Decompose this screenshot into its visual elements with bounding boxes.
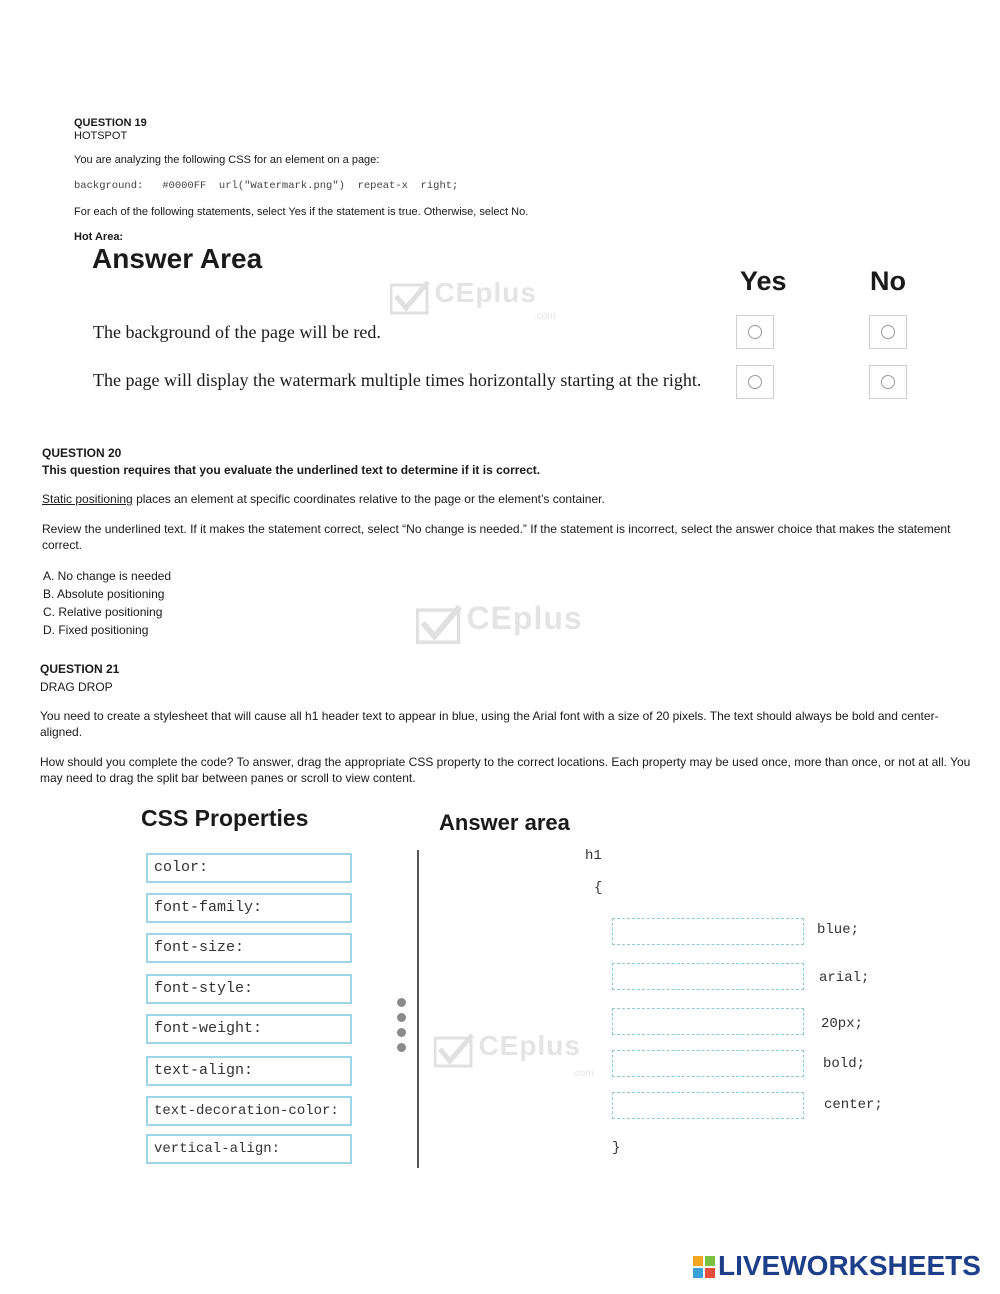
option-b[interactable]: B. Absolute positioning	[43, 587, 165, 601]
q21-type: DRAG DROP	[40, 680, 113, 694]
property-font-size[interactable]: font-size:	[146, 933, 352, 963]
close-brace: }	[612, 1140, 621, 1156]
value-arial: arial;	[819, 970, 870, 986]
watermark	[416, 600, 583, 647]
q20-number: QUESTION 20	[42, 446, 122, 460]
no-header: No	[870, 266, 906, 296]
property-text-align[interactable]: text-align:	[146, 1056, 352, 1086]
hot-area-label: Hot Area:	[74, 231, 124, 243]
watermark-domain: .com	[534, 311, 556, 322]
property-text-decoration-color[interactable]: text-decoration-color:	[146, 1096, 352, 1126]
css-properties-title: CSS Properties	[141, 805, 309, 831]
open-brace: {	[594, 880, 603, 896]
value-20px: 20px;	[821, 1016, 864, 1032]
value-blue: blue;	[817, 922, 860, 938]
drop-slot-4[interactable]	[612, 1050, 804, 1077]
property-color[interactable]: color:	[146, 853, 352, 883]
split-handle-dot[interactable]	[397, 1043, 406, 1052]
statement-2: The page will display the watermark multiple times horizontally starting at the right.	[93, 370, 702, 390]
q20-statement	[42, 491, 605, 507]
statement-1-no-radio[interactable]	[869, 315, 907, 349]
q19-instruction: For each of the following statements, select Yes if the statement is true. Otherwise, select No.	[74, 206, 529, 218]
drop-slot-5[interactable]	[612, 1092, 804, 1119]
h1-selector: h1	[585, 848, 602, 864]
option-d[interactable]: D. Fixed positioning	[43, 623, 149, 637]
watermark-check-icon	[434, 1033, 474, 1069]
property-vertical-align[interactable]: vertical-align:	[146, 1134, 352, 1164]
watermark-check-icon	[416, 603, 462, 647]
value-bold: bold;	[823, 1056, 866, 1072]
yes-header: Yes	[740, 266, 787, 296]
q20-subtitle: This question requires that you evaluate the underlined text to determine if it is correct.	[42, 463, 541, 477]
q21-instruction: How should you complete the code? To answer, drag the appropriate CSS property to the correct locations. Each property may be used once, more than once, or not at all. You may need to drag the split bar between panes or scroll to view content.	[40, 755, 971, 785]
split-bar[interactable]	[417, 850, 419, 1168]
q20-review: Review the underlined text. If it makes the statement correct, select “No change is needed.” If the statement is incorrect, select the answer choice that makes the statement correct.	[42, 522, 951, 552]
property-font-style[interactable]: font-style:	[146, 974, 352, 1004]
split-handle-dot[interactable]	[397, 1013, 406, 1022]
statement-2-no-radio[interactable]	[869, 365, 907, 399]
drop-slot-1[interactable]	[612, 918, 804, 945]
property-font-weight[interactable]: font-weight:	[146, 1014, 352, 1044]
option-c[interactable]: C. Relative positioning	[43, 605, 163, 619]
q19-code: background: #0000FF url("Watermark.png") repeat-x right;	[74, 180, 459, 192]
statement-rest: places an element at specific coordinates relative to the page or the element’s container.	[132, 492, 605, 506]
watermark-check-icon	[390, 280, 430, 316]
statement-1: The background of the page will be red.	[93, 322, 381, 342]
q21-intro: You need to create a stylesheet that will cause all h1 header text to appear in blue, using the Arial font with a size of 20 pixels. The text should always be bold and center-aligned.	[40, 709, 939, 739]
watermark	[434, 1030, 594, 1079]
statement-2-yes-radio[interactable]	[736, 365, 774, 399]
q19-intro: You are analyzing the following CSS for an element on a page:	[74, 154, 380, 166]
watermark-word: CEplus	[478, 1030, 581, 1061]
watermark-word: CEplus	[434, 277, 537, 308]
footer-brand: LIVEWORKSHEETS	[718, 1250, 981, 1281]
watermark	[390, 277, 556, 322]
watermark-domain: .com	[572, 1068, 594, 1079]
option-a[interactable]: A. No change is needed	[43, 569, 172, 583]
liveworksheets-logo-icon	[693, 1256, 715, 1278]
split-handle-dot[interactable]	[397, 998, 406, 1007]
drop-slot-2[interactable]	[612, 963, 804, 990]
answer-area-title: Answer Area	[92, 243, 263, 274]
answer-area-title-2: Answer area	[439, 810, 570, 835]
statement-1-yes-radio[interactable]	[736, 315, 774, 349]
q19-number: QUESTION 19	[74, 117, 147, 129]
q19-type: HOTSPOT	[74, 130, 128, 142]
drop-slot-3[interactable]	[612, 1008, 804, 1035]
value-center: center;	[824, 1097, 883, 1113]
q21-number: QUESTION 21	[40, 662, 120, 676]
split-handle-dot[interactable]	[397, 1028, 406, 1037]
watermark-word: CEplus	[466, 600, 583, 636]
property-font-family[interactable]: font-family:	[146, 893, 352, 923]
underlined-text: Static positioning	[42, 492, 133, 506]
